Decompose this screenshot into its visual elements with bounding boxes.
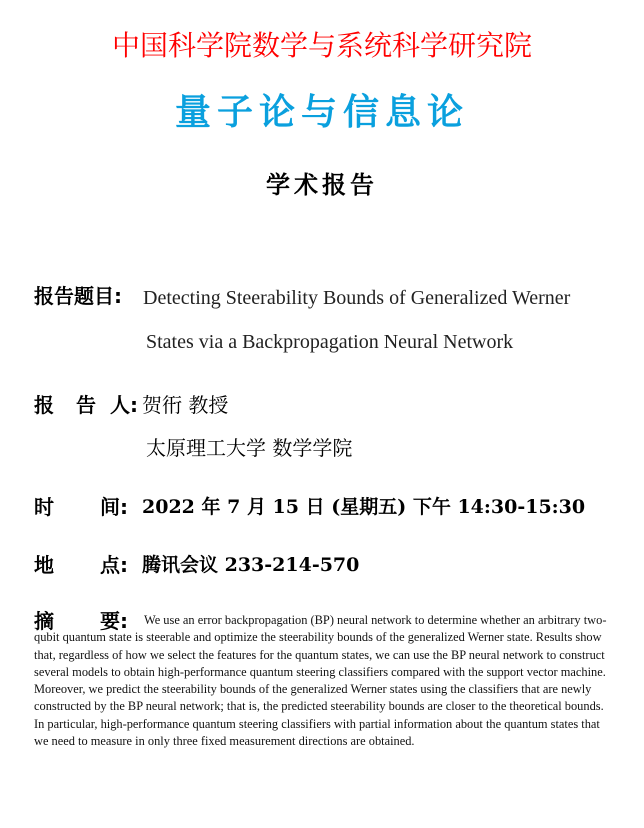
abstract-text: We use an error backpropagation (BP) neural network to determine whether an arbitrary two-qubit quantum state is steerable and optimize the steerability bounds of the generalized Werner state. Results show that, regardless of how we select the features for the quantum states, we can use the BP neural network to construct several models to obtain high-performance quantum steering classifiers compared with the support vector machine. Moreover, we predict the steerability bounds of the generalized Werner states using the classifiers that are newly constructed by the BP neural network; that is, the predicted steerability bounds are closer to the theoretical bounds. In particular, high-performance quantum steering classifiers with partial information about the quantum states that we need to measure in only three fixed measurement directions are obtained.: [34, 613, 607, 749]
abstract-label-char-1: 摘: [34, 609, 54, 633]
talk-title-line-1: Detecting Steerability Bounds of Generalized Werner: [143, 287, 571, 309]
speaker-label-char-3: 人:: [110, 393, 138, 417]
talk-time: 2022 年 7 月 15 日 (星期五) 下午 14:30-15:30: [142, 496, 586, 518]
place-label-char-1: 地: [34, 553, 54, 577]
speaker-label-char-2: 告: [76, 393, 96, 417]
report-type: 学术报告: [266, 170, 378, 199]
institute-name: 中国科学院数学与系统科学研究院: [111, 29, 532, 62]
abstract-label-char-2: 要:: [100, 609, 128, 633]
place-label-char-2: 点:: [100, 553, 128, 577]
time-label-char-1: 时: [34, 495, 54, 519]
speaker-label-char-1: 报: [34, 393, 54, 417]
talk-title-line-2: States via a Backpropagation Neural Network: [146, 331, 514, 353]
title-label: 报告题目:: [34, 284, 122, 308]
speaker-affiliation: 太原理工大学 数学学院: [146, 436, 353, 460]
talk-location: 腾讯会议 233-214-570: [142, 554, 360, 576]
speaker-name: 贺衎 教授: [142, 393, 229, 417]
seminar-series-title: 量子论与信息论: [174, 91, 469, 133]
time-label-char-2: 间:: [100, 495, 128, 519]
